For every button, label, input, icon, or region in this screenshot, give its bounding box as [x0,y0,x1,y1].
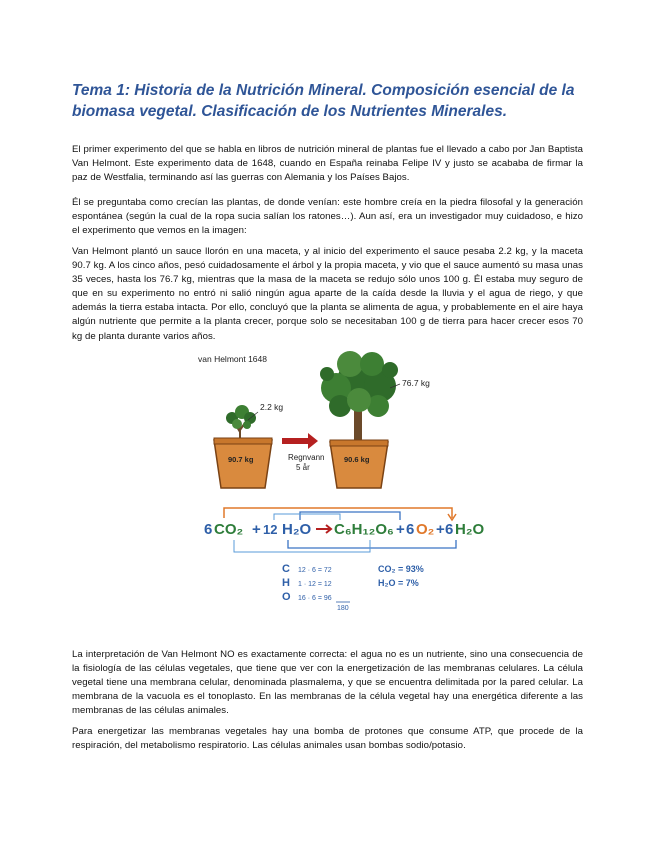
oxygen-transfer-arrow [224,508,452,518]
water-transfer-arrow [288,540,456,548]
carbon-transfer-arrow [274,514,340,520]
small-tree-mass: 2.2 kg [260,402,284,412]
note-c-calc: 12 · 6 = 72 [298,567,332,574]
paragraph-experiment: Van Helmont plantó un sauce llorón en una maceta, y al inicio del experimento el sauce pesaba 2.2 kg, y la maceta 90.7 kg. A los cinco años, pesó cuidadosamente el árbol y la propia maceta, y vio que el sauce aumentó su masa unas 35 veces, hasta los 76.7 kg, mientras que la masa de la maceta se redujo sólo unos 100 g. Él estaba muy seguro de que en su experimento no entró ni salió ningún agua aparte de la caída desde la lluvia y el agua de riego, y que además la tierra estaba intacta. Por ello, concluyó que la planta se alimenta de agua, y probablemente en el aire haya algún nutriente que permite a la planta crecer, porque solo se necesitaban 100 g de tierra para hacer crecer esos 70 kg de planta durante varios años. [72,246,583,342]
note-total: 180 [337,605,349,612]
eq-plus-2: + [396,521,405,538]
paragraph-proton-pump: Para energetizar las membranas vegetales hay una bomba de protones que consume ATP, que procede de la respiración, del metabolismo respiratorio. Las células animales usan bombas sodio/potasio. [72,726,583,752]
pot-before-mass: 90.7 kg [228,455,254,464]
note-o-calc: 16 · 6 = 96 [298,595,332,602]
large-tree-mass: 76.7 kg [402,378,430,388]
eq-plus-1: + [252,521,261,538]
pot-after-rim [330,440,388,446]
pot-before-icon [214,440,272,488]
eq-coef-water: 6 [445,521,454,538]
eq-glucose: C₆H₁₂O₆ [334,521,394,538]
pot-before-rim [214,438,272,444]
photosynthesis-equation [204,521,484,538]
arrow-icon [282,433,318,449]
reaction-arrow-icon [316,525,331,533]
eq-plus-3: + [436,521,445,538]
page-title: Tema 1: Historia de la Nutrición Mineral. Composición esencial de la biomasa vegetal. Clasificación de los Nutrientes Minerales. [72,82,575,120]
mass-notes [282,563,424,612]
figure-svg [190,348,485,618]
note-c-label: C [282,563,290,575]
note-h-label: H [282,577,290,589]
paragraph-interpretation: La interpretación de Van Helmont NO es exactamente correcta: el agua no es un nutriente, sino una consecuencia de la fisiología de las células vegetales, que tiene que ver con la energetización de las membranas celulares. La célula vegetal tiene una membrana celular, denominada plasmalema, y que se encuentra delimitada por la pared celular. La membrana de la vacuola es el tonoplasto. En las membranas de la célula vegetal hay una energética diferente a las membranas de las células animales. [72,649,583,717]
arrow-label-water: Regnvann [288,453,325,462]
small-willow-illustration [226,405,256,440]
paragraph-question: Él se preguntaba como crecían las plantas, de donde venían: este hombre creía en la piedra filosofal y la generación espontánea (según la cual de la ropa sucia salían los ratones…). Aun así, era un investigador muy cuidadoso, e hizo el experimento que vemos en la imagen: [72,197,583,237]
eq-coef-co2: 6 [204,521,213,538]
pot-after-icon [330,442,388,488]
pot-after-mass: 90.6 kg [344,455,370,464]
eq-coef-o2: 6 [406,521,415,538]
large-willow-illustration [320,351,398,441]
note-o-label: O [282,591,291,603]
eq-co2: CO₂ [214,521,244,538]
eq-h2o: H₂O [282,521,312,538]
arrow-label-years: 5 år [296,463,310,472]
note-h-calc: 1 · 12 = 12 [298,581,332,588]
co2-oxygen-arrow [234,540,370,552]
hydrogen-transfer-arrow [300,512,400,520]
eq-water: H₂O [455,521,485,538]
note-co2-pct: CO₂ = 93% [378,564,424,574]
note-h2o-pct: H₂O = 7% [378,578,419,588]
van-helmont-figure [190,348,485,618]
eq-o2: O₂ [416,521,435,538]
paragraph-intro: El primer experimento del que se habla en libros de nutrición mineral de plantas fue el llevado a cabo por Jan Baptista Van Helmont. Este experimento data de 1648, cuando en España reinaba Felipe IV y justo se acababa de firmar la paz de Westfalia, terminando así las guerras con Alemania y los Países Bajos. [72,144,583,184]
eq-coef-h2o: 12 [263,522,278,537]
figure-caption: van Helmont 1648 [198,354,267,364]
